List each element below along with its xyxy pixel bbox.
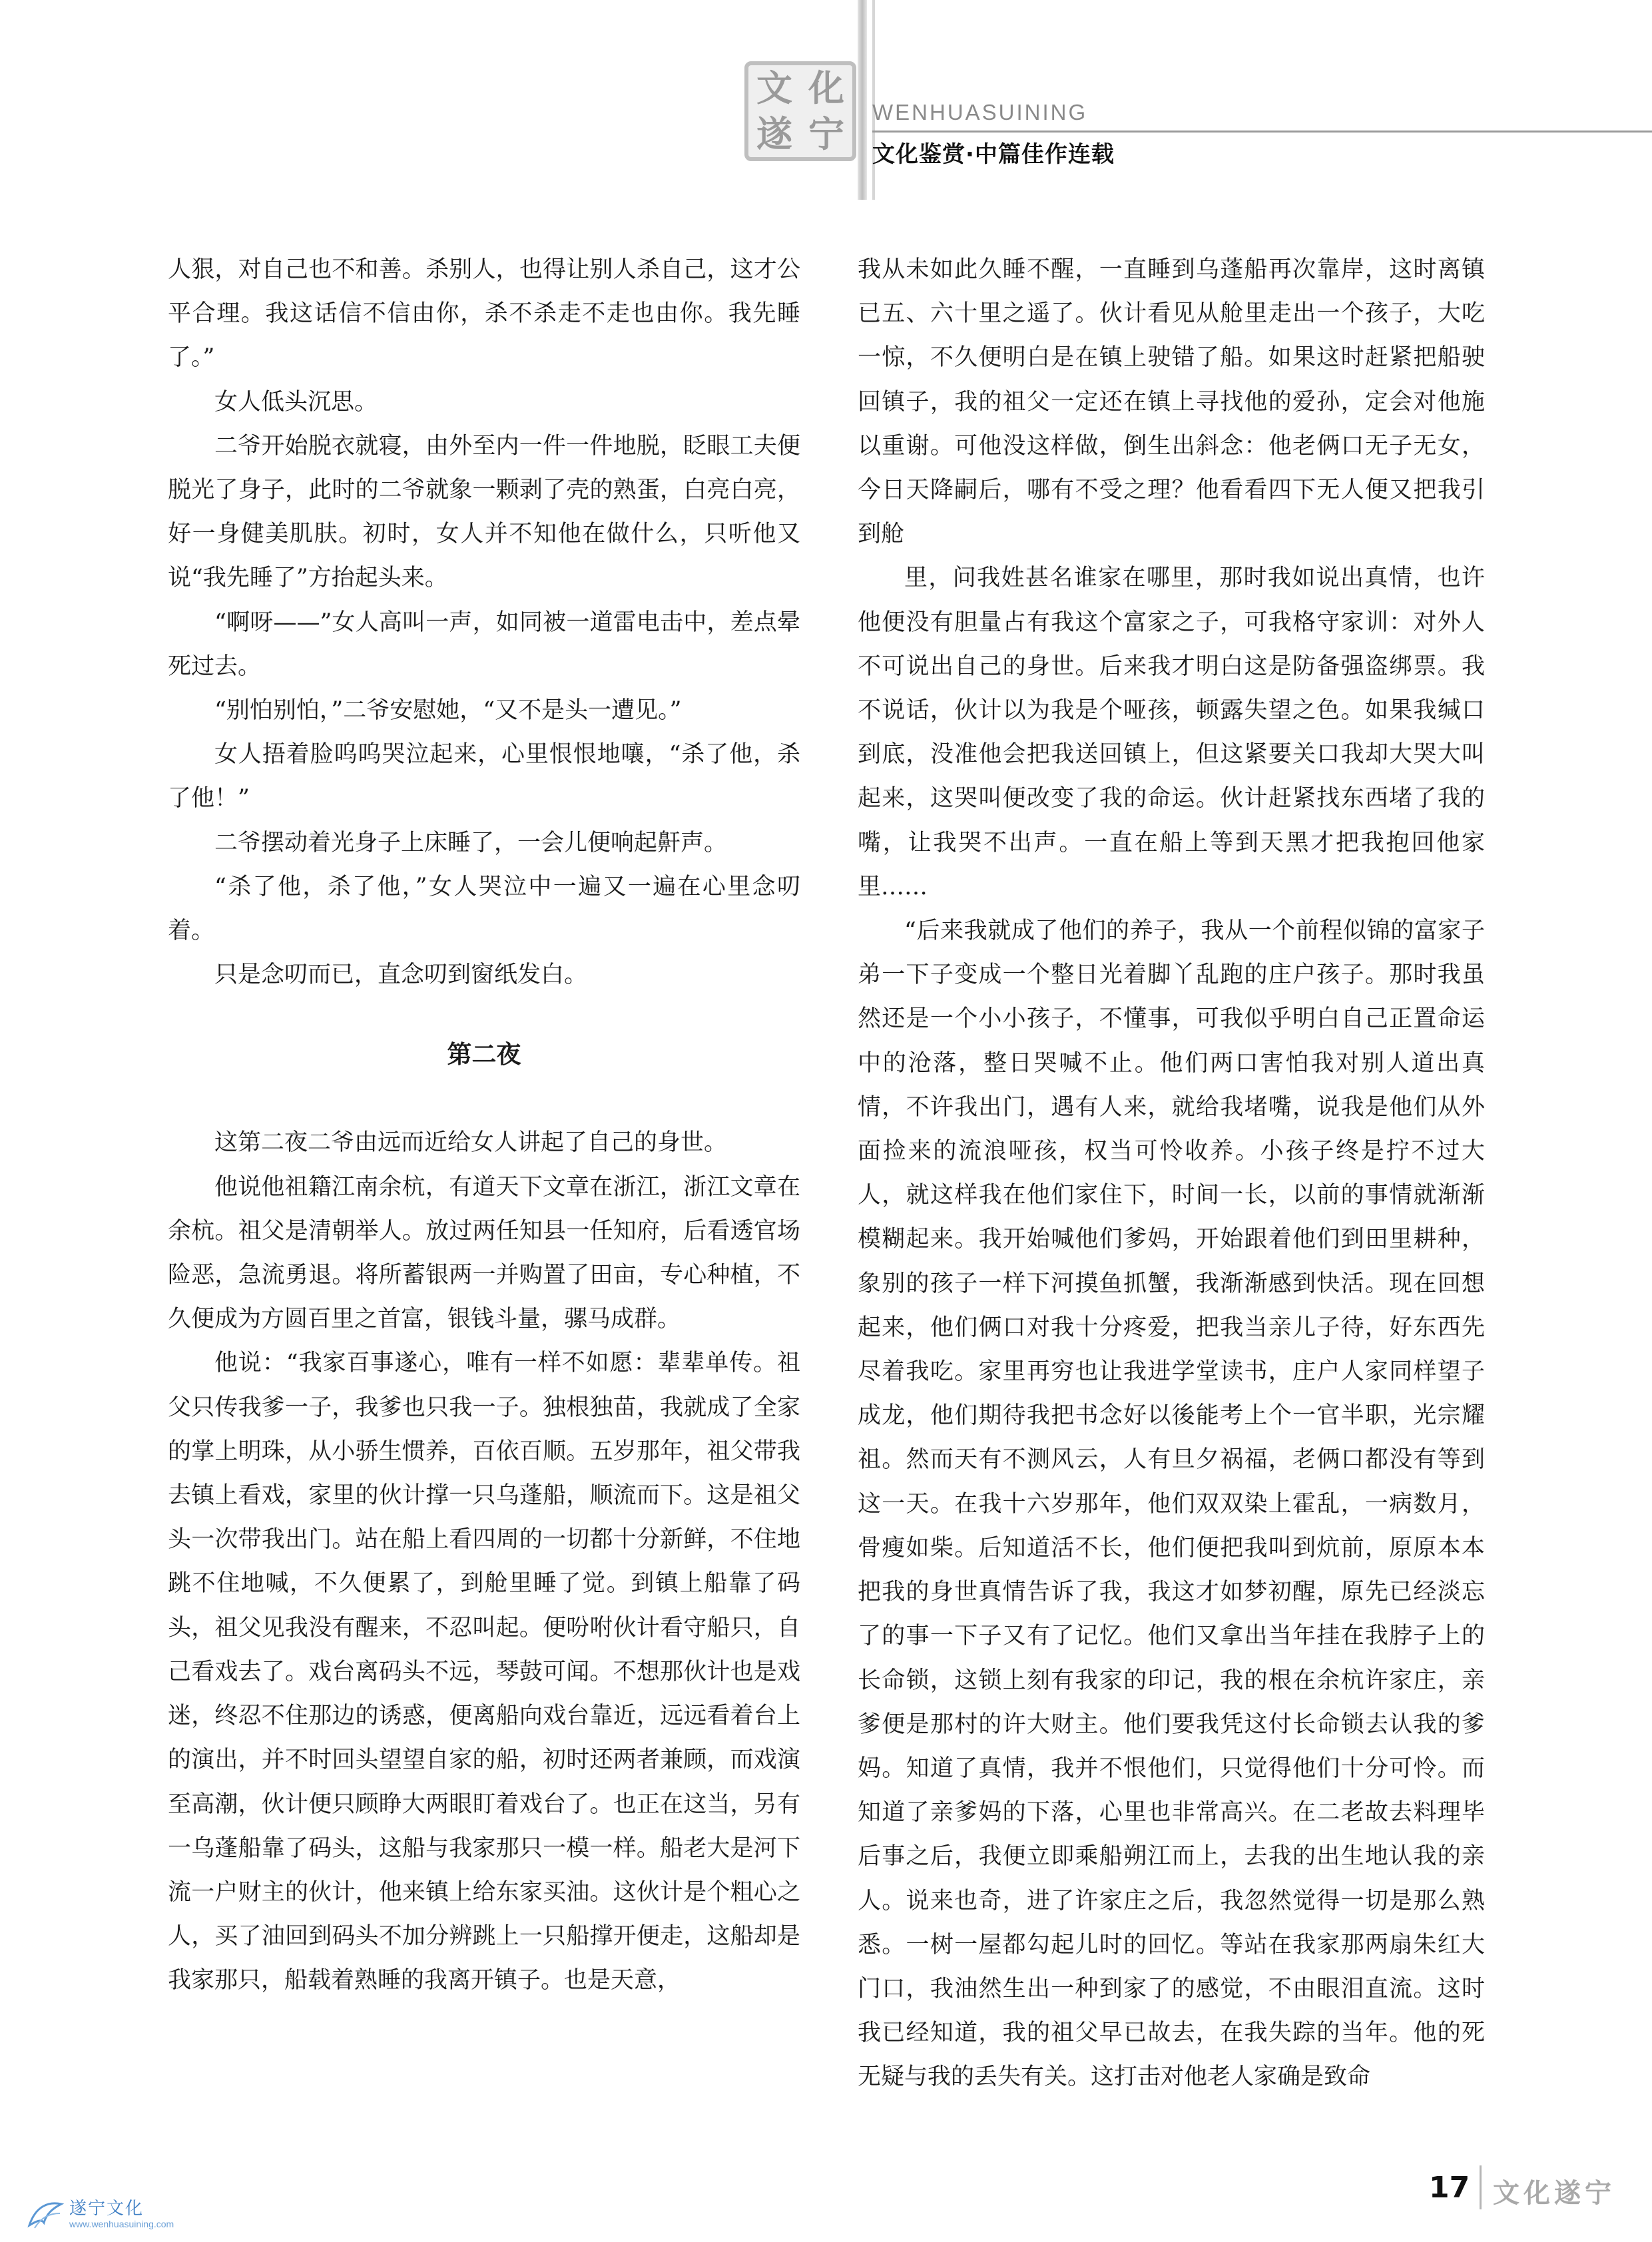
paragraph: 人狠，对自己也不和善。杀别人，也得让别人杀自己，这才公平合理。我这话信不信由你，杀不杀走不走也由你。我先睡了。” [168,256,800,372]
logo-char-3: 遂 [756,113,792,155]
chapter-heading: 第二夜 [447,1040,521,1069]
paragraph: 二爷开始脱衣就寝，由外至内一件一件地脱，眨眼工夫便脱光了身子，此时的二爷就象一颗剥了壳的熟蛋，白亮白亮，好一身健美肌肤。初时，女人并不知他在做什么，只听他又说“我先睡了”方抬起头来。 [168,432,800,592]
site-name-en: WENHUASUINING [872,100,1088,125]
header-divider [872,131,1652,133]
paragraph: 里，问我姓甚名谁家在哪里，那时我如说出真情，也许他便没有胆量占有我这个富家之子，可我格守家训：对外人不可说出自己的身世。后来我才明白这是防备强盗绑票。我不说话，伙计以为我是个哑孩，顿露失望之色。如果我缄口到底，没准他会把我送回镇上，但这紧要关口我却大哭大叫起来，这哭叫便改变了我的命运。伙计赶紧找东西堵了我的嘴，让我哭不出声。一直在船上等到天黑才把我抱回他家里…… [858,565,1485,900]
right-text-column [858,248,1485,2100]
watermark-name: 遂宁文化 [69,2199,144,2219]
magazine-logo [744,61,856,161]
paragraph: 二爷摆动着光身子上床睡了，一会儿便响起鼾声。 [214,829,728,856]
paragraph: 我从未如此久睡不醒，一直睡到乌蓬船再次靠岸，这时离镇已五、六十里之遥了。伙计看见从舱里走出一个孩子，大吃一惊，不久便明白是在镇上驶错了船。如果这时赶紧把船驶回镇子，我的祖父一定还在镇上寻找他的爱孙，定会对他施以重谢。可他没这样做，倒生出斜念：他老俩口无子无女，今日天降嗣后，哪有不受之理？他看看四下无人便又把我引到舱 [858,256,1485,548]
watermark-url: www.wenhuasuining.com [69,2219,174,2229]
wing-icon [27,2199,64,2232]
header-vertical-rule [858,0,867,200]
paragraph: 女人低头沉思。 [214,388,378,416]
paragraph: 他说他祖籍江南余杭，有道天下文章在浙江，浙江文章在余杭。祖父是清朝举人。放过两任知县一任知府，后看透官场险恶，急流勇退。将所蓄银两一并购置了田亩，专心种植，不久便成为方圆百里之首富，银钱斗量，骡马成群。 [168,1173,800,1333]
left-text-column [168,248,800,2003]
footer-separator [1480,2165,1482,2209]
page-number: 17 [1429,2171,1470,2205]
paragraph: “杀了他，杀了他，”女人哭泣中一遍又一遍在心里念叨着。 [168,873,800,945]
paragraph: 他说：“我家百事遂心，唯有一样不如愿：辈辈单传。祖父只传我爹一子，我爹也只我一子。独根独苗，我就成了全家的掌上明珠，从小骄生惯养，百依百顺。五岁那年，祖父带我去镇上看戏，家里的伙计撑一只乌蓬船，顺流而下。这是祖父头一次带我出门。站在船上看四周的一切都十分新鲜，不住地跳不住地喊，不久便累了，到舱里睡了觉。到镇上船靠了码头，祖父见我没有醒来，不忍叫起。便吩咐伙计看守船只，自己看戏去了。戏台离码头不远，琴鼓可闻。不想那伙计也是戏迷，终忍不住那边的诱惑，便离船向戏台靠近，远远看着台上的演出，并不时回头望望自家的船，初时还两者兼顾，而戏演至高潮，伙计便只顾睁大两眼盯着戏台了。也正在这当，另有一乌蓬船靠了码头，这船与我家那只一模一样。船老大是河下流一户财主的伙计，他来镇上给东家买油。这伙计是个粗心之人，买了油回到码头不加分辨跳上一只船撑开便走，这船却是我家那只，船载着熟睡的我离开镇子。也是天意， [168,1350,800,1994]
footer-magazine-name: 文化遂宁 [1493,2178,1615,2209]
logo-char-1: 文 [756,67,792,109]
paragraph: 只是念叨而已，直念叨到窗纸发白。 [214,962,588,989]
paragraph: “啊呀——”女人高叫一声，如同被一道雷电击中，差点晕死过去。 [168,609,800,680]
paragraph: 女人捂着脸呜呜哭泣起来，心里恨恨地嚷，“杀了他，杀了他！” [168,741,800,812]
logo-char-2: 化 [808,67,844,109]
paragraph: “别怕别怕，”二爷安慰她，“又不是头一遭见。” [214,697,682,724]
paragraph: “后来我就成了他们的养子，我从一个前程似锦的富家子弟一下子变成一个整日光着脚丫乱跑的庄户孩子。那时我虽然还是一个小小孩子，不懂事，可我似乎明白自己正置命运中的沧落，整日哭喊不止。他们两口害怕我对别人道出真情，不许我出门，遇有人来，就给我堵嘴，说我是他们从外面捡来的流浪哑孩，权当可怜收养。小孩子终是拧不过大人，就这样我在他们家住下，时间一长，以前的事情就渐渐模糊起来。我开始喊他们爹妈，开始跟着他们到田里耕种，象别的孩子一样下河摸鱼抓蟹，我渐渐感到快活。现在回想起来，他们俩口对我十分疼爱，把我当亲儿子待，好东西先尽着我吃。家里再穷也让我进学堂读书，庄户人家同样望子成龙，他们期待我把书念好以後能考上个一官半职，光宗耀祖。然而天有不测风云，人有旦夕祸福，老俩口都没有等到这一天。在我十六岁那年，他们双双染上霍乱，一病数月，骨瘦如柴。后知道活不长，他们便把我叫到炕前，原原本本把我的身世真情告诉了我，我这才如梦初醒，原先已经淡忘了的事一下子又有了记忆。他们又拿出当年挂在我脖子上的长命锁，这锁上刻有我家的印记，我的根在余杭许家庄，亲爹便是那村的许大财主。他们要我凭这付长命锁去认我的爹妈。知道了真情，我并不恨他们，只觉得他们十分可怜。而知道了亲爹妈的下落，心里也非常高兴。在二老故去料理毕后事之后，我便立即乘船朔江而上，去我的出生地认我的亲人。说来也奇，进了许家庄之后，我忽然觉得一切是那么熟悉。一树一屋都勾起儿时的回忆。等站在我家那两扇朱红大门口，我油然生出一种到家了的感觉，不由眼泪直流。这时我已经知道，我的祖父早已故去，在我失踪的当年。他的死无疑与我的丢失有关。这打击对他老人家确是致命 [858,918,1485,2091]
watermark [27,2195,226,2239]
logo-char-4: 宁 [808,113,844,155]
section-title: 文化鉴赏·中篇佳作连载 [872,141,1115,168]
paragraph: 这第二夜二爷由远而近给女人讲起了自己的身世。 [214,1129,728,1157]
